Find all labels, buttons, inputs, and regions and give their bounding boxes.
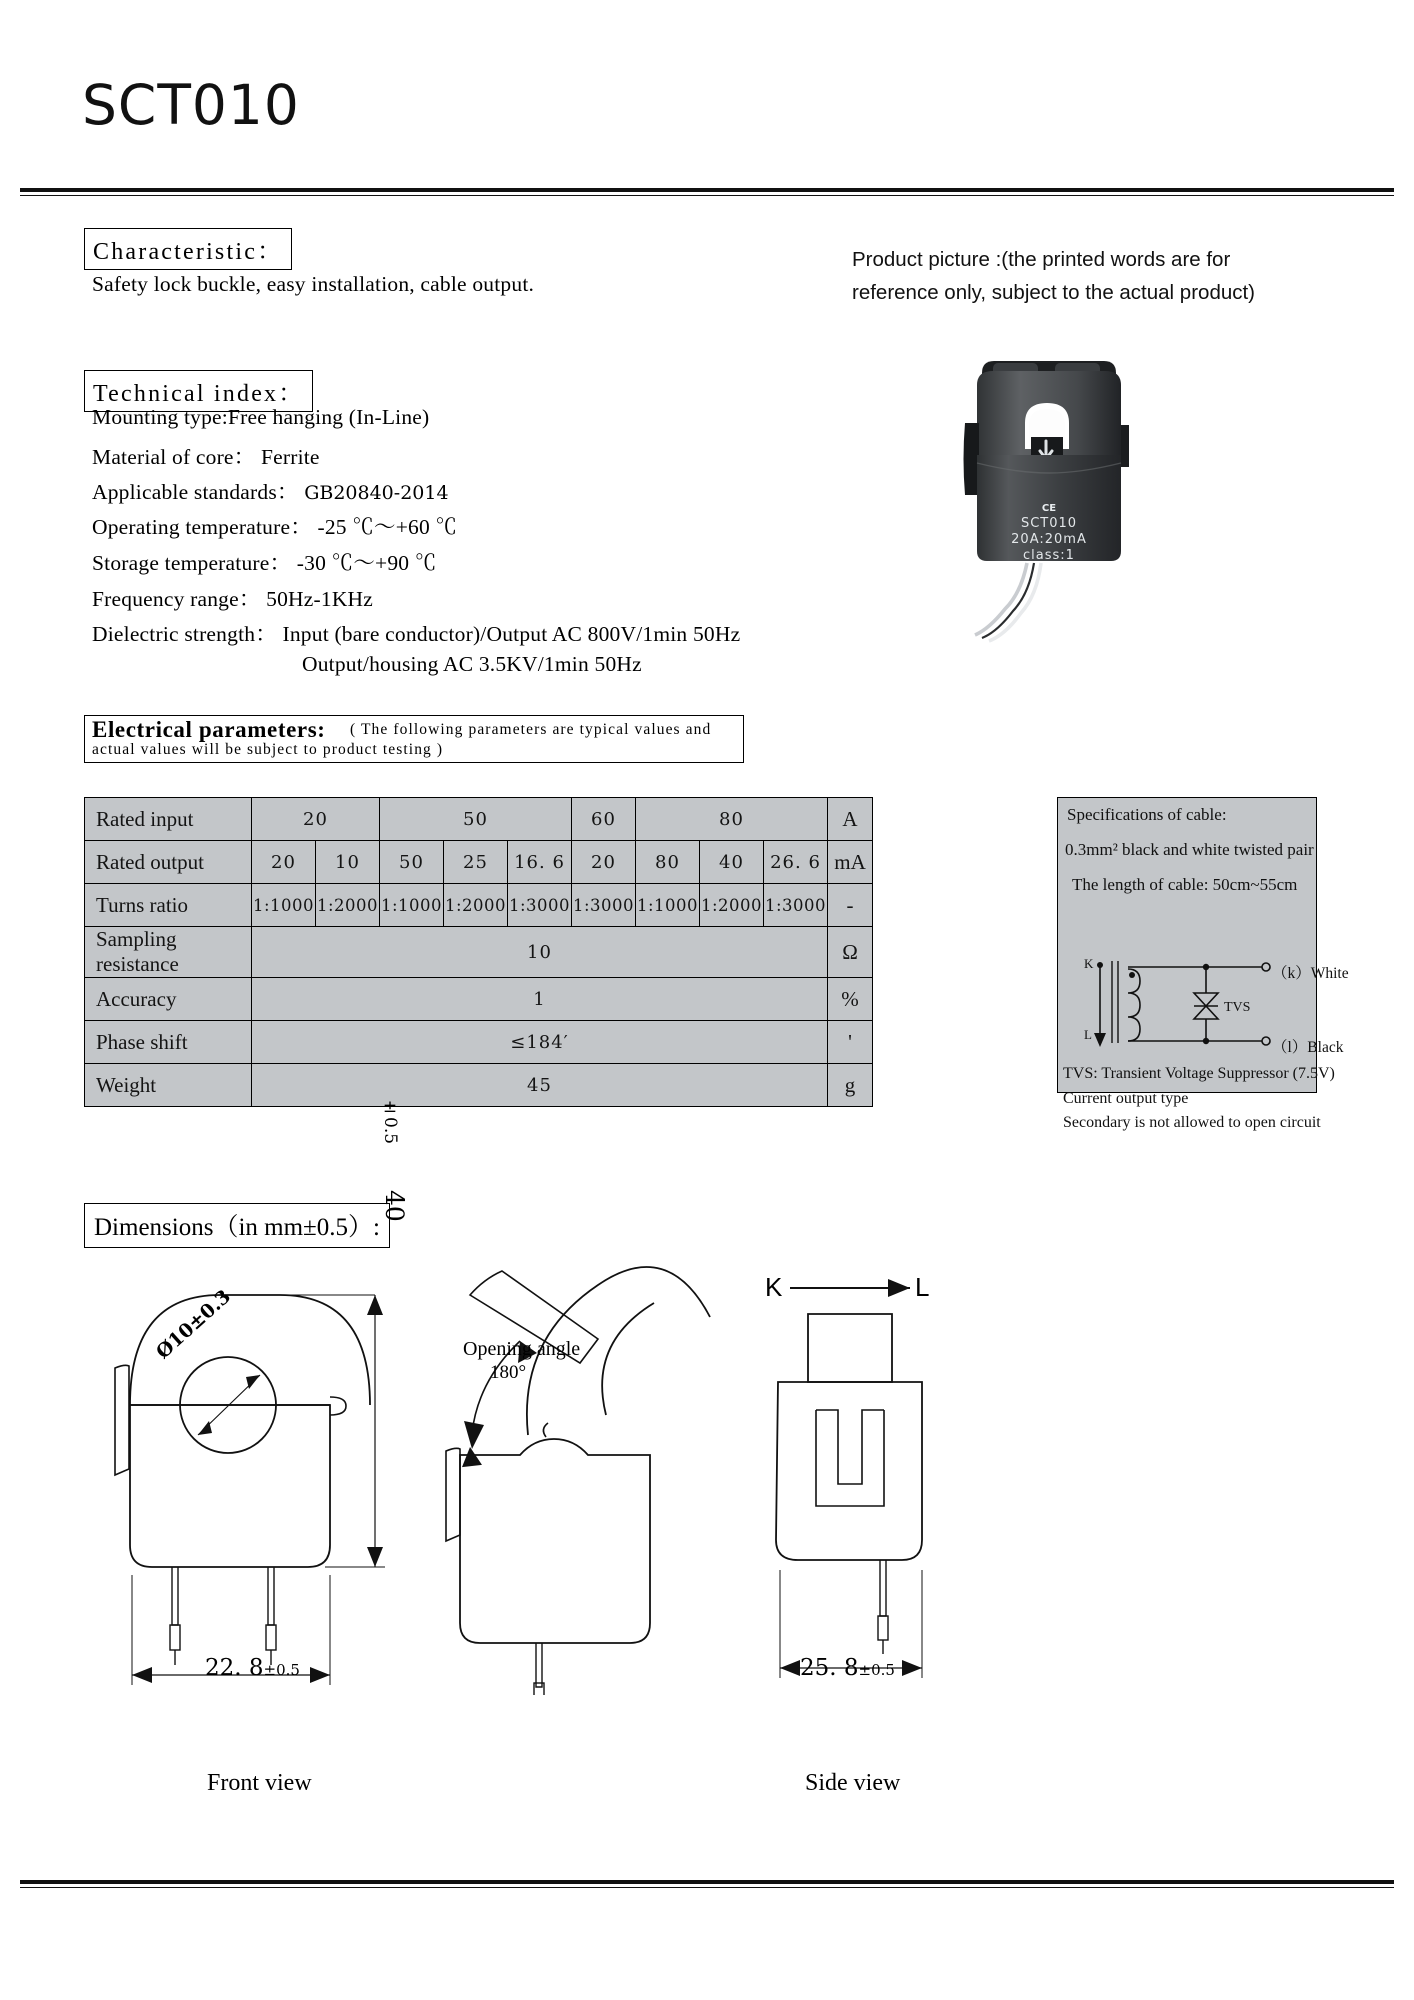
front-view-caption: Front view: [207, 1770, 312, 1796]
terminal-l-label: L: [1084, 1027, 1092, 1042]
rated-output-cell: 80: [636, 841, 700, 884]
footer-divider-thin: [20, 1887, 1394, 1888]
tech-line-storetemp-label: Storage temperature：: [92, 551, 292, 575]
table-row-phase-shift: [85, 1021, 873, 1064]
turns-ratio-cell: 1:3000: [764, 884, 828, 927]
unit-accuracy: %: [828, 978, 873, 1021]
weight-value: 45: [252, 1064, 828, 1107]
front-view-width-value: 22. 8: [205, 1655, 264, 1681]
electrical-parameters-note-line2: actual values will be subject to product testing ): [92, 741, 444, 758]
front-view-width: [205, 1655, 300, 1681]
tech-line-dielectric: [92, 617, 740, 648]
rated-input-60: 60: [572, 798, 636, 841]
tech-line-mounting: [92, 405, 429, 430]
rated-output-cell: 40: [700, 841, 764, 884]
tech-line-material-value: Ferrite: [260, 445, 320, 469]
tech-line-storetemp-value: -30 ℃～+90 ℃: [296, 551, 437, 575]
terminal-k-label: K: [1084, 956, 1094, 971]
opening-angle-value: 180°: [490, 1362, 527, 1383]
phase-shift-value: ≤184′: [252, 1021, 828, 1064]
electrical-parameters-heading: Electrical parameters:: [92, 717, 326, 742]
unit-rated-input: A: [828, 798, 873, 841]
header-divider-thin: [20, 195, 1394, 196]
front-view-hole-diameter: Ø10±0.3: [152, 1285, 236, 1364]
product-label-ce: CE: [1041, 503, 1057, 514]
tech-line-dielectric-value: Input (bare conductor)/Output AC 800V/1min 50Hz: [282, 622, 741, 646]
tech-line-optemp-label: Operating temperature：: [92, 515, 312, 539]
product-photo: [955, 345, 1185, 645]
tech-line-frequency-value: 50Hz-1KHz: [266, 587, 374, 611]
side-view-width-tol: ±0.5: [858, 1661, 895, 1679]
unit-turns-ratio: -: [828, 884, 873, 927]
output-white-label: （k）White: [1272, 965, 1349, 982]
unit-phase-shift: ': [828, 1021, 873, 1064]
row-label-accuracy: Accuracy: [85, 978, 252, 1021]
front-view-height-value: 40: [380, 1190, 409, 1222]
rated-output-cell: 20: [252, 841, 316, 884]
cable-spec-line1: Specifications of cable:: [1067, 805, 1227, 824]
tech-line-standards-value: GB20840-2014: [304, 482, 449, 504]
accuracy-value: 1: [252, 978, 828, 1021]
rated-output-cell: 26. 6: [764, 841, 828, 884]
row-label-weight: Weight: [85, 1064, 252, 1107]
front-view-drawing: [110, 1275, 430, 1695]
side-view-width: [800, 1655, 895, 1681]
cable-spec-line2: 0.3mm² black and white twisted pair: [1065, 840, 1314, 859]
page-title: SCT010: [82, 73, 300, 137]
row-label-rated-input: Rated input: [85, 798, 252, 841]
tech-line-optemp: [92, 510, 457, 541]
row-label-phase-shift: Phase shift: [85, 1021, 252, 1064]
tech-line-frequency-label: Frequency range：: [92, 587, 261, 611]
unit-weight: g: [828, 1064, 873, 1107]
product-label-class: class:1: [1023, 548, 1075, 563]
technical-index-heading: Technical index：: [84, 370, 313, 412]
tech-line-material: [92, 440, 320, 471]
tech-line-standards: [92, 475, 449, 506]
tech-line-standards-label: Applicable standards：: [92, 480, 299, 504]
rated-input-20: 20: [252, 798, 380, 841]
tech-line-material-label: Material of core：: [92, 445, 256, 469]
turns-ratio-cell: 1:2000: [700, 884, 764, 927]
table-row-rated-output: [85, 841, 873, 884]
characteristic-heading: Characteristic：: [84, 228, 292, 270]
turns-ratio-cell: 1:2000: [316, 884, 380, 927]
unit-rated-output: mA: [828, 841, 873, 884]
side-view-axis-l: L: [915, 1272, 930, 1302]
side-view-drawing: [760, 1270, 1090, 1690]
turns-ratio-cell: 1:2000: [444, 884, 508, 927]
table-row-turns-ratio: [85, 884, 873, 927]
side-view-caption: Side view: [805, 1770, 901, 1796]
tech-line-dielectric2: [302, 652, 642, 677]
turns-ratio-cell: 1:1000: [252, 884, 316, 927]
cable-spec-line3: The length of cable: 50cm~55cm: [1072, 875, 1298, 894]
output-black-label: （l）Black: [1272, 1039, 1344, 1056]
row-label-sampling-resistance: Sampling resistance: [85, 927, 252, 978]
front-view-height: [380, 1190, 409, 1222]
front-view-height-tol: ±0.5: [380, 1097, 400, 1145]
tech-line-mounting-label: Mounting type:Free hanging (In-Line): [92, 405, 430, 429]
header-divider-thick: [20, 188, 1394, 192]
tech-line-dielectric2-value: Output/housing AC 3.5KV/1min 50Hz: [302, 652, 642, 676]
turns-ratio-cell: 1:1000: [636, 884, 700, 927]
unit-sampling-resistance: Ω: [828, 927, 873, 978]
rated-output-cell: 50: [380, 841, 444, 884]
rated-input-80: 80: [636, 798, 828, 841]
electrical-parameters-note-line1: ( The following parameters are typical values and: [350, 721, 712, 738]
side-view-axis-k: K: [765, 1272, 783, 1302]
tvs-label: TVS: [1224, 1000, 1251, 1015]
side-view-width-value: 25. 8: [800, 1655, 859, 1681]
open-circuit-note: Secondary is not allowed to open circuit: [1063, 1114, 1321, 1131]
row-label-turns-ratio: Turns ratio: [85, 884, 252, 927]
tech-line-frequency: [92, 582, 373, 613]
opening-angle-label: Opening angle: [463, 1338, 581, 1360]
dimensions-heading: Dimensions（in mm±0.5）:: [84, 1203, 390, 1248]
rated-output-cell: 20: [572, 841, 636, 884]
product-photo-svg: [955, 345, 1185, 645]
current-output-note: Current output type: [1063, 1090, 1189, 1107]
characteristic-text: Safety lock buckle, easy installation, cable output.: [92, 272, 535, 296]
rated-output-cell: 10: [316, 841, 380, 884]
table-row-weight: [85, 1064, 873, 1107]
turns-ratio-cell: 1:3000: [508, 884, 572, 927]
rated-input-50: 50: [380, 798, 572, 841]
product-label-model: SCT010: [1020, 516, 1078, 531]
tech-line-optemp-value: -25 ℃～+60 ℃: [317, 515, 458, 539]
tvs-note: TVS: Transient Voltage Suppressor (7.5V): [1063, 1065, 1335, 1082]
tech-line-storetemp: [92, 546, 437, 577]
rated-output-cell: 25: [444, 841, 508, 884]
tech-line-dielectric-label: Dielectric strength：: [92, 622, 277, 646]
rated-output-cell: 16. 6: [508, 841, 572, 884]
table-row-rated-input: [85, 798, 873, 841]
row-label-rated-output: Rated output: [85, 841, 252, 884]
front-view-width-tol: ±0.5: [263, 1661, 300, 1679]
product-picture-note-line2: reference only, subject to the actual product): [852, 281, 1256, 304]
product-picture-note-line1: Product picture :(the printed words are for: [852, 248, 1231, 271]
turns-ratio-cell: 1:1000: [380, 884, 444, 927]
sampling-resistance-value: 10: [252, 927, 828, 978]
footer-divider-thick: [20, 1880, 1394, 1884]
table-row-sampling-resistance: [85, 927, 873, 978]
opening-angle-drawing: [420, 1255, 720, 1695]
turns-ratio-cell: 1:3000: [572, 884, 636, 927]
parameters-table: [84, 797, 873, 1107]
product-label-rating: 20A:20mA: [1011, 532, 1087, 547]
table-row-accuracy: [85, 978, 873, 1021]
